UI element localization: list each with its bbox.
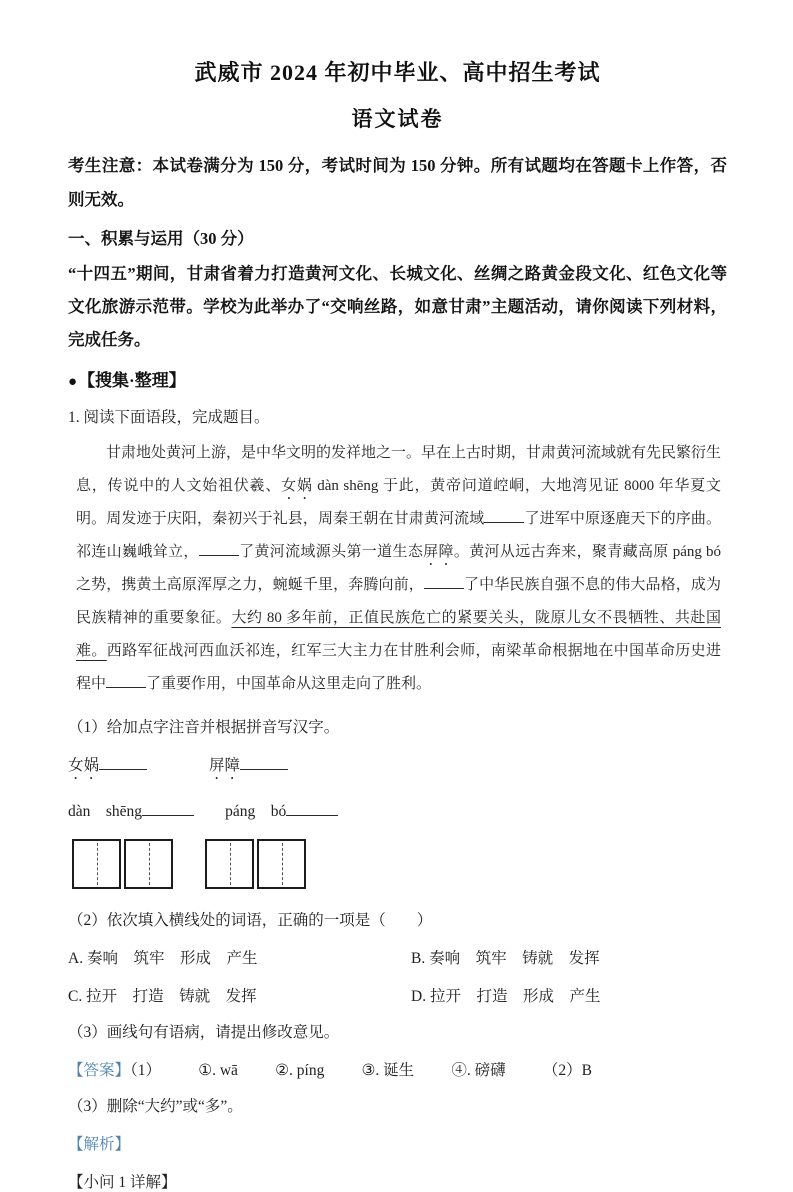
option-c: C. 拉开 打造 铸就 发挥: [68, 987, 257, 1005]
sub1-word-line: [68, 753, 727, 783]
fill-in-blank: [199, 540, 239, 555]
fill-in-blank: [286, 800, 338, 816]
text-segment: 于此，黄帝问道崆峒，大地湾见证 8000 年华夏文明。周发迹于庆阳，秦初兴于礼县，周秦王朝在甘肃黄河流域: [76, 477, 721, 527]
fill-in-blank: [484, 507, 524, 522]
exam-subtitle: 语文试卷: [351, 107, 444, 131]
question-1-sub1-stem: （1）给加点字注音并根据拼音写汉字。: [68, 718, 340, 736]
activity-heading-label: 【搜集·整理】: [78, 370, 186, 390]
answer-item: ③. 诞生: [361, 1061, 415, 1079]
text-segment: 屏障: [209, 756, 241, 774]
answer-line: [68, 1058, 727, 1080]
writing-box: [72, 839, 121, 889]
text-segment: 女娲: [281, 477, 313, 494]
text-segment: 大约 80 多年前，正值民族危亡的紧要关头，陇原儿女不畏牺牲、共赴国难。: [76, 609, 721, 659]
writing-box-pair: [72, 839, 173, 889]
text-segment: 西路军征战河西血沃祁连，红军三大主力在甘胜利会师，南梁革命根据地在中国革命历史进程中: [76, 642, 721, 692]
section-1-intro: “十四五”期间，甘肃省着力打造黄河文化、长城文化、丝绸之路黄金段文化、红色文化等文化旅游示范带。学校为此举办了“交响丝路，如意甘肃”主题活动，请你阅读下列材料，完成任务。: [68, 263, 727, 349]
activity-heading: [68, 366, 727, 391]
option-a: A. 奏响 筑牢 形成 产生: [68, 949, 258, 967]
sub1-pinyin-line: [68, 799, 727, 821]
candidate-notice: 考生注意：本试卷满分为 150 分，考试时间为 150 分钟。所有试题均在答题卡上作答，否则无效。: [68, 156, 727, 209]
text-segment: [194, 803, 225, 820]
answer-item: （2）B: [542, 1061, 592, 1079]
question-1-sub3-stem: （3）画线句有语病，请提出修改意见。: [68, 1023, 340, 1041]
text-segment: 了中华民族自强不息的伟大品格，成为民族精神的重要象征。: [76, 576, 721, 626]
options-row-1: [68, 946, 727, 968]
text-segment: 甘肃地处黄河上游，是中华文明的发祥地之一。早在上古时期，甘肃黄河流域就有先民繁衍生息，传说中的人文始祖伏羲、: [76, 444, 722, 494]
analysis-label: 【解析】: [68, 1135, 131, 1153]
question-1-sub2-stem: （2）依次填入横线处的词语，正确的一项是（ ）: [68, 911, 433, 929]
text-segment: 了进军中原逐鹿天下的序曲。祁连山巍峨耸立，: [76, 510, 721, 560]
answer-line-2: （3）删除“大约”或“多”。: [68, 1097, 243, 1115]
fill-in-blank: [424, 573, 464, 588]
text-segment: dàn shēng: [68, 802, 143, 820]
option-d: D. 拉开 打造 形成 产生: [411, 987, 601, 1005]
text-segment: 之势，携黄土高原浑厚之力，蜿蜒千里，奔腾向前，: [76, 576, 424, 593]
answer-label: 【答案】: [68, 1061, 131, 1079]
question-1-stem: 1. 阅读下面语段，完成题目。: [68, 408, 270, 426]
fill-in-blank: [106, 672, 146, 687]
answer-item: ④. 磅礴: [451, 1061, 506, 1079]
text-segment: dàn shēng: [312, 477, 383, 494]
text-segment: 女娲: [68, 756, 100, 774]
text-segment: [147, 757, 209, 774]
text-segment: páng bó: [672, 543, 721, 560]
fill-in-blank: [142, 800, 194, 816]
text-segment: páng bó: [225, 802, 287, 820]
section-1-heading: 一、积累与运用（30 分）: [68, 228, 254, 248]
text-segment: 了黄河流域源头第一道生态: [238, 543, 424, 560]
writing-box: [124, 839, 173, 889]
answer-item: ②. píng: [275, 1061, 325, 1079]
options-row-2: [68, 984, 727, 1006]
writing-box: [205, 839, 254, 889]
subquestion-1-detail-label: 【小问 1 详解】: [68, 1173, 177, 1191]
fill-in-blank: [240, 754, 288, 770]
question-1-passage: [68, 437, 727, 701]
text-segment: 。黄河从远古奔来，聚青藏高原: [453, 543, 673, 560]
exam-title: 武威市 2024 年初中毕业、高中招生考试: [194, 60, 601, 85]
fill-in-blank: [99, 754, 147, 770]
answer-item: ①. wā: [198, 1061, 238, 1079]
writing-box-pair: [205, 839, 306, 889]
text-segment: 了重要作用，中国革命从这里走向了胜利。: [146, 675, 432, 692]
writing-box: [257, 839, 306, 889]
answer-item: （1）: [130, 1061, 162, 1079]
text-segment: 屏障: [423, 543, 454, 560]
writing-boxes: [72, 839, 727, 894]
option-b: B. 奏响 筑牢 铸就 发挥: [411, 949, 600, 967]
bullet-circle-icon: ●: [68, 373, 78, 390]
